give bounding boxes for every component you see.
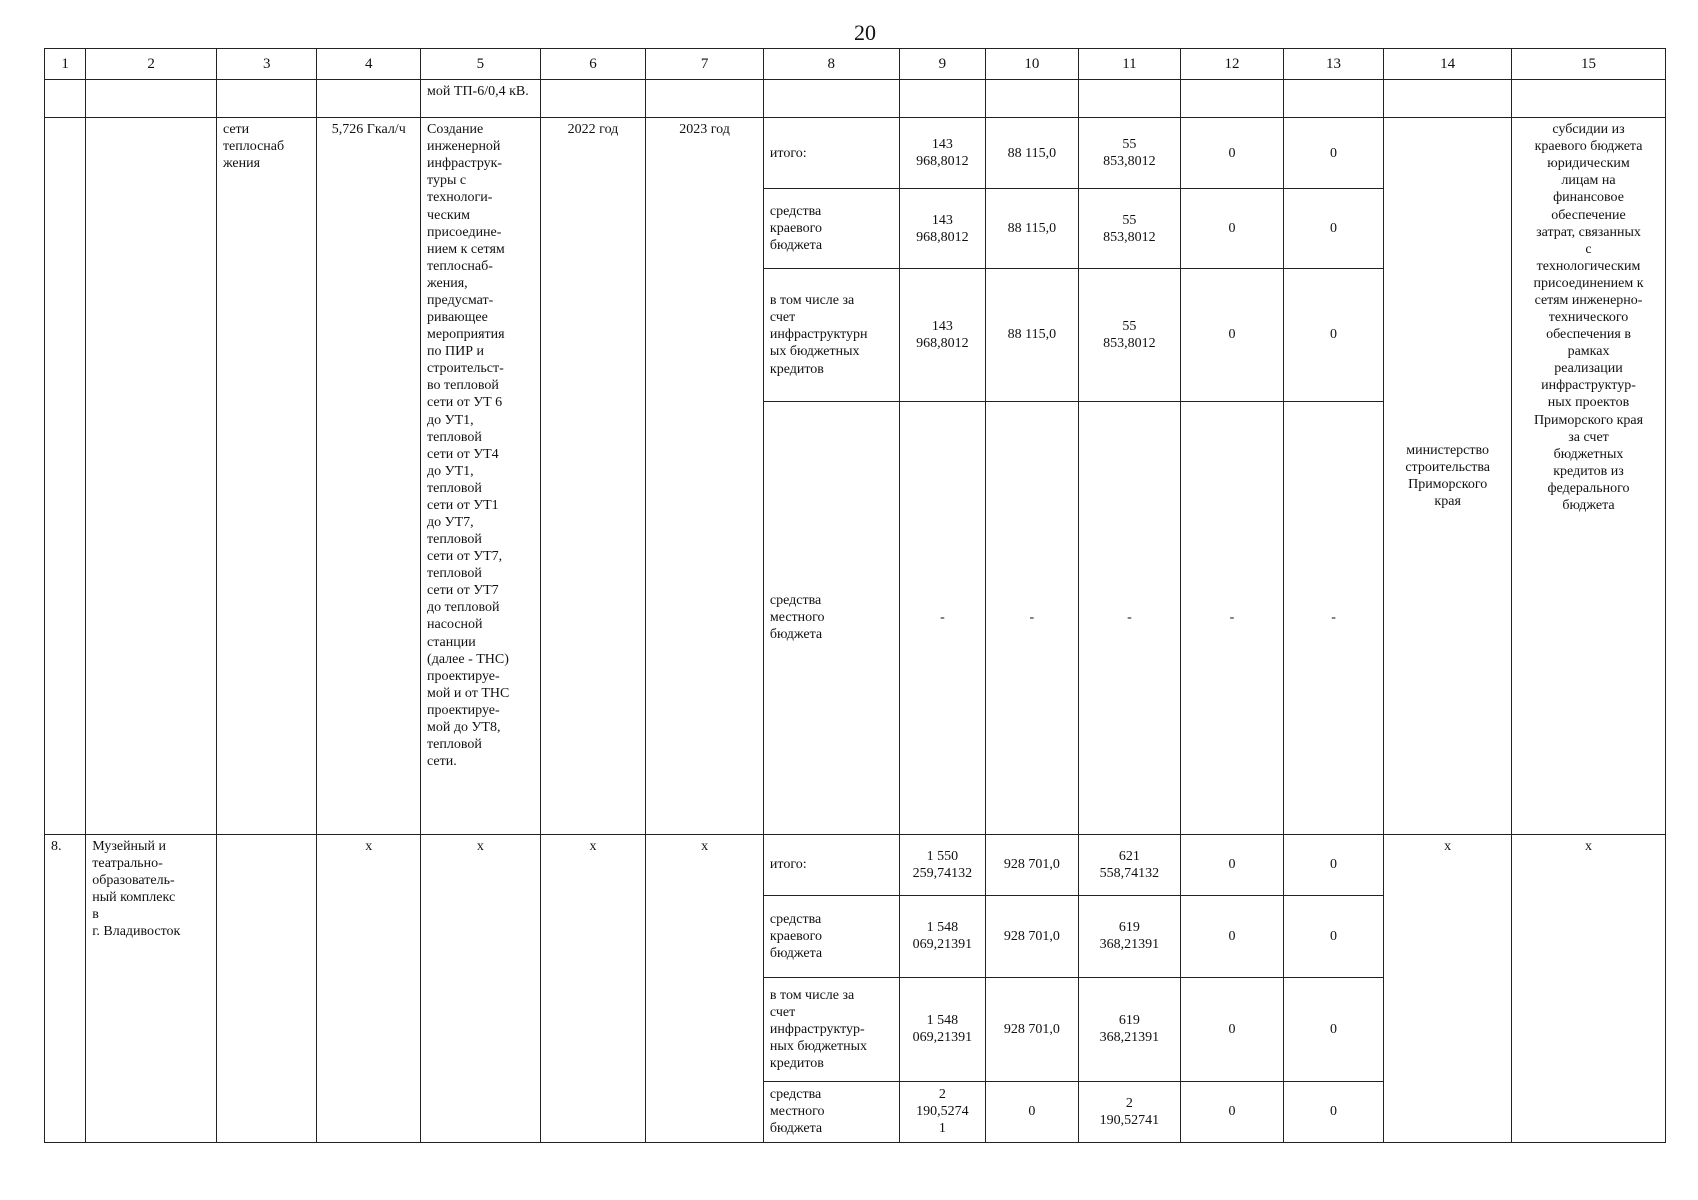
text-line: строительства <box>1405 459 1490 475</box>
empty-cell <box>646 79 764 118</box>
empty-cell <box>1181 79 1284 118</box>
text-line: театрально- <box>92 855 163 871</box>
text-line: рамках <box>1567 344 1610 360</box>
empty-cell <box>317 79 421 118</box>
text-line: технологи- <box>427 190 493 206</box>
text-line: 143 <box>931 318 953 334</box>
amount-col9 <box>899 1081 985 1142</box>
text-line: бюджета <box>1562 497 1615 513</box>
empty-cell <box>1512 79 1666 118</box>
text-line: бюджета <box>769 945 823 961</box>
text-line: Приморского <box>1408 476 1488 492</box>
text-line: реализации <box>1554 361 1623 377</box>
text-line: инфраструктур- <box>1541 378 1636 394</box>
text-line: присоедине- <box>427 224 502 240</box>
amount-col13: 0 <box>1283 189 1384 268</box>
text-line: ривающее <box>427 310 488 326</box>
amount-col10: 88 115,0 <box>986 268 1079 401</box>
amount-col10: 928 701,0 <box>986 978 1079 1082</box>
header-cell-7: 7 <box>646 49 764 80</box>
text-line: нием к сетям <box>427 241 505 257</box>
text-line: 621 <box>1118 848 1140 864</box>
header-cell-2: 2 <box>86 49 217 80</box>
text-line: в том числе за <box>769 293 855 309</box>
empty-cell <box>1078 79 1181 118</box>
text-line: бюджетных <box>1553 446 1624 462</box>
header-cell-14: 14 <box>1384 49 1512 80</box>
header-cell-13: 13 <box>1283 49 1384 80</box>
amount-col11 <box>1078 118 1181 189</box>
amount-col11 <box>1078 834 1181 895</box>
amount-col10: 928 701,0 <box>986 834 1079 895</box>
text-line: - <box>940 610 945 626</box>
table-row <box>45 118 1666 189</box>
text-line: до тепловой <box>427 600 500 616</box>
text-line: ых бюджетных <box>769 344 860 360</box>
amount-col10: 88 115,0 <box>986 189 1079 268</box>
text-line: инфраструктур- <box>769 1021 865 1037</box>
text-line: средства <box>769 593 822 609</box>
text-line: теплоснаб- <box>427 258 493 274</box>
text-line: сети от УТ7, <box>427 549 503 565</box>
text-line: Музейный и <box>92 838 166 854</box>
text-line: 368,21391 <box>1099 937 1160 953</box>
text-line: местного <box>769 610 825 626</box>
text-line: средства <box>769 1087 822 1103</box>
text-line: 619 <box>1118 920 1140 936</box>
amount-col13: 0 <box>1283 1081 1384 1142</box>
cell-col5 <box>421 118 541 834</box>
amount-col13: 0 <box>1283 834 1384 895</box>
text-line: сети от УТ 6 <box>427 395 503 411</box>
text-line: средства <box>769 911 822 927</box>
text-line: технологическим <box>1536 258 1641 274</box>
amount-col12: 0 <box>1181 189 1284 268</box>
cell-col4: x <box>317 834 421 1142</box>
text-line: сети. <box>427 754 457 770</box>
amount-col13: 0 <box>1283 118 1384 189</box>
text-line: ческим <box>427 207 471 223</box>
text-line: тепловой <box>427 429 482 445</box>
text-line: строительст- <box>427 361 504 377</box>
cell-col3: сети теплоснаб жения <box>216 118 317 834</box>
text-line: по ПИР и <box>427 344 485 360</box>
amount-col12: 0 <box>1181 268 1284 401</box>
text-line: 853,8012 <box>1103 229 1156 245</box>
header-cell-4: 4 <box>317 49 421 80</box>
amount-col12: 0 <box>1181 118 1284 189</box>
text-line: 968,8012 <box>916 229 969 245</box>
amount-col11 <box>1078 1081 1181 1142</box>
text-line: 55 <box>1122 212 1137 228</box>
text-line: 1 548 <box>926 920 959 936</box>
text-line: ный комплекс <box>92 889 176 905</box>
cell-col4: 5,726 Гкал/ч <box>317 118 421 834</box>
amount-col12: 0 <box>1181 1081 1284 1142</box>
amount-col13: - <box>1283 402 1384 835</box>
text-line: г. Владивосток <box>92 923 181 939</box>
text-line: бюджета <box>769 1121 823 1137</box>
text-line: 143 <box>931 137 953 153</box>
text-line: мой до УТ8, <box>427 719 501 735</box>
text-line: за счет <box>1568 429 1609 445</box>
text-line: кредитов <box>769 361 824 377</box>
header-cell-9: 9 <box>899 49 985 80</box>
text-line: до УТ1, <box>427 412 474 428</box>
cell-col2 <box>86 118 217 834</box>
text-line: итого: <box>769 145 807 161</box>
text-line: 190,52741 <box>1099 1112 1160 1128</box>
text-line: 558,74132 <box>1099 865 1160 881</box>
empty-cell <box>540 79 646 118</box>
text-line: затрат, связанных <box>1536 224 1641 240</box>
funding-label <box>763 895 899 977</box>
funding-label <box>763 268 899 401</box>
text-line: счет <box>769 1004 796 1020</box>
cell-col14: x <box>1384 834 1512 1142</box>
amount-col10: 88 115,0 <box>986 118 1079 189</box>
empty-cell <box>86 79 217 118</box>
funding-label <box>763 189 899 268</box>
funding-label <box>763 978 899 1082</box>
cell-col15: x <box>1512 834 1666 1142</box>
text-line: проектируе- <box>427 702 500 718</box>
text-line: ных бюджетных <box>769 1039 868 1054</box>
amount-col9 <box>899 268 985 401</box>
cell-col5-cont: мой ТП-6/0,4 кВ. <box>421 79 541 118</box>
text-line: 968,8012 <box>916 335 969 351</box>
text-line: сети от УТ4 <box>427 446 499 462</box>
cell-col7: 2023 год <box>646 118 764 834</box>
text-line: федерального <box>1547 480 1630 496</box>
amount-col10: 0 <box>986 1081 1079 1142</box>
text-line: присоединением к <box>1533 275 1644 291</box>
text-line: (далее - ТНС) <box>427 651 509 667</box>
text-line: министерство <box>1406 442 1490 458</box>
text-line: в <box>92 906 99 922</box>
text-line: субсидии из <box>1552 122 1625 138</box>
funding-label <box>763 118 899 189</box>
text-line: образователь- <box>92 872 175 888</box>
text-line: мой и от ТНС <box>427 685 510 701</box>
text-line: до УТ1, <box>427 463 474 479</box>
amount-col13: 0 <box>1283 895 1384 977</box>
table-row <box>45 79 1666 118</box>
table-row <box>45 49 1666 80</box>
text-line: во тепловой <box>427 378 499 394</box>
text-line: 55 <box>1122 318 1137 334</box>
amount-col9 <box>899 189 985 268</box>
text-line: жения, <box>427 275 468 291</box>
text-line: бюджета <box>769 238 823 254</box>
cell-col3 <box>216 834 317 1142</box>
row-number: 8. <box>45 834 86 1142</box>
text-line: в том числе за <box>769 987 855 1003</box>
text-line: обеспечение <box>1551 207 1626 223</box>
text-line: 143 <box>931 212 953 228</box>
text-line: кредитов <box>769 1056 824 1072</box>
header-cell-8: 8 <box>763 49 899 80</box>
text-line: тепловой <box>427 480 482 496</box>
cell-col6: x <box>540 834 646 1142</box>
text-line: итого: <box>769 857 807 873</box>
text-line: сети от УТ1 <box>427 497 499 513</box>
responsible-executor <box>1384 118 1512 834</box>
text-line: 259,74132 <box>912 865 973 881</box>
object-name <box>86 834 217 1142</box>
text-line: до УТ7, <box>427 514 474 530</box>
text-line: местного <box>769 1104 825 1120</box>
text-line: тепловой <box>427 736 482 752</box>
funding-form-note <box>1512 118 1666 834</box>
text-line: финансовое <box>1553 190 1624 206</box>
text-line: бюджета <box>769 627 823 643</box>
text-line: средства <box>769 203 822 219</box>
text-line: 2 <box>1125 1095 1133 1111</box>
text-line: предусмат- <box>427 292 494 308</box>
text-line: туры с <box>427 173 467 189</box>
empty-cell <box>763 79 899 118</box>
budget-table <box>44 48 1666 1143</box>
cell-col5: x <box>421 834 541 1142</box>
amount-col9 <box>899 895 985 977</box>
text-line: 853,8012 <box>1103 335 1156 351</box>
text-line: Приморского края <box>1533 412 1644 428</box>
empty-cell <box>1384 79 1512 118</box>
amount-col10: - <box>986 402 1079 835</box>
text-line: кредитов из <box>1553 463 1624 479</box>
text-line: 368,21391 <box>1099 1030 1160 1046</box>
text-line: 55 <box>1122 137 1137 153</box>
text-line: 1 548 <box>926 1013 959 1029</box>
text-line: станции <box>427 634 476 650</box>
amount-col9 <box>899 118 985 189</box>
header-cell-12: 12 <box>1181 49 1284 80</box>
text-line: лицам на <box>1561 173 1616 189</box>
amount-col9 <box>899 834 985 895</box>
text-line: с <box>1585 241 1592 257</box>
cell-col6: 2022 год <box>540 118 646 834</box>
amount-col9 <box>899 402 985 835</box>
table-row <box>45 834 1666 895</box>
text-line: тепловой <box>427 566 482 582</box>
empty-cell <box>899 79 985 118</box>
amount-col11 <box>1078 268 1181 401</box>
text-line: 069,21391 <box>912 937 973 953</box>
text-line: сети от УТ7 <box>427 583 499 599</box>
header-cell-1: 1 <box>45 49 86 80</box>
text-line: проектируе- <box>427 668 500 684</box>
header-cell-10: 10 <box>986 49 1079 80</box>
amount-col11 <box>1078 189 1181 268</box>
text-line: 2 <box>938 1087 946 1103</box>
text-line: края <box>1434 493 1461 509</box>
text-line: мероприятия <box>427 327 505 343</box>
funding-label <box>763 402 899 835</box>
text-line: Создание <box>427 122 484 138</box>
text-line: краевого бюджета <box>1534 139 1643 155</box>
text-line: 1 550 <box>926 848 959 864</box>
text-line: краевого <box>769 928 823 944</box>
header-cell-15: 15 <box>1512 49 1666 80</box>
funding-label <box>763 1081 899 1142</box>
text-line: краевого <box>769 221 823 237</box>
text-line: 1 <box>938 1121 946 1137</box>
amount-col10: 928 701,0 <box>986 895 1079 977</box>
amount-col12: 0 <box>1181 834 1284 895</box>
header-cell-5: 5 <box>421 49 541 80</box>
text-line: инфраструктурн <box>769 327 868 343</box>
text-line: 968,8012 <box>916 154 969 170</box>
cell-col7: x <box>646 834 764 1142</box>
text-line: юридическим <box>1547 156 1630 172</box>
text-line: тепловой <box>427 532 482 548</box>
header-cell-6: 6 <box>540 49 646 80</box>
amount-col13: 0 <box>1283 268 1384 401</box>
text-line: 853,8012 <box>1103 154 1156 170</box>
amount-col13: 0 <box>1283 978 1384 1082</box>
text-line: обеспечения в <box>1546 327 1631 343</box>
text-line: счет <box>769 310 796 326</box>
empty-cell <box>45 79 86 118</box>
amount-col9 <box>899 978 985 1082</box>
cell-col1 <box>45 118 86 834</box>
text-line: - <box>1127 610 1132 626</box>
amount-col11 <box>1078 978 1181 1082</box>
header-cell-11: 11 <box>1078 49 1181 80</box>
text-line: насосной <box>427 617 483 633</box>
page-number: 20 <box>854 20 876 45</box>
text-line: 069,21391 <box>912 1030 973 1046</box>
text-line: инфраструк- <box>427 156 503 172</box>
text-line: 190,5274 <box>916 1104 969 1120</box>
amount-col12: 0 <box>1181 978 1284 1082</box>
amount-col12: - <box>1181 402 1284 835</box>
header-cell-3: 3 <box>216 49 317 80</box>
text-line: технического <box>1548 310 1629 326</box>
text-line: 619 <box>1118 1013 1140 1029</box>
empty-cell <box>1283 79 1384 118</box>
text-line: ных проектов <box>1547 395 1630 411</box>
text-line: инженерной <box>427 139 501 155</box>
empty-cell <box>986 79 1079 118</box>
amount-col12: 0 <box>1181 895 1284 977</box>
funding-label <box>763 834 899 895</box>
amount-col11 <box>1078 402 1181 835</box>
amount-col11 <box>1078 895 1181 977</box>
text-line: сетям инженерно- <box>1534 292 1643 308</box>
empty-cell <box>216 79 317 118</box>
